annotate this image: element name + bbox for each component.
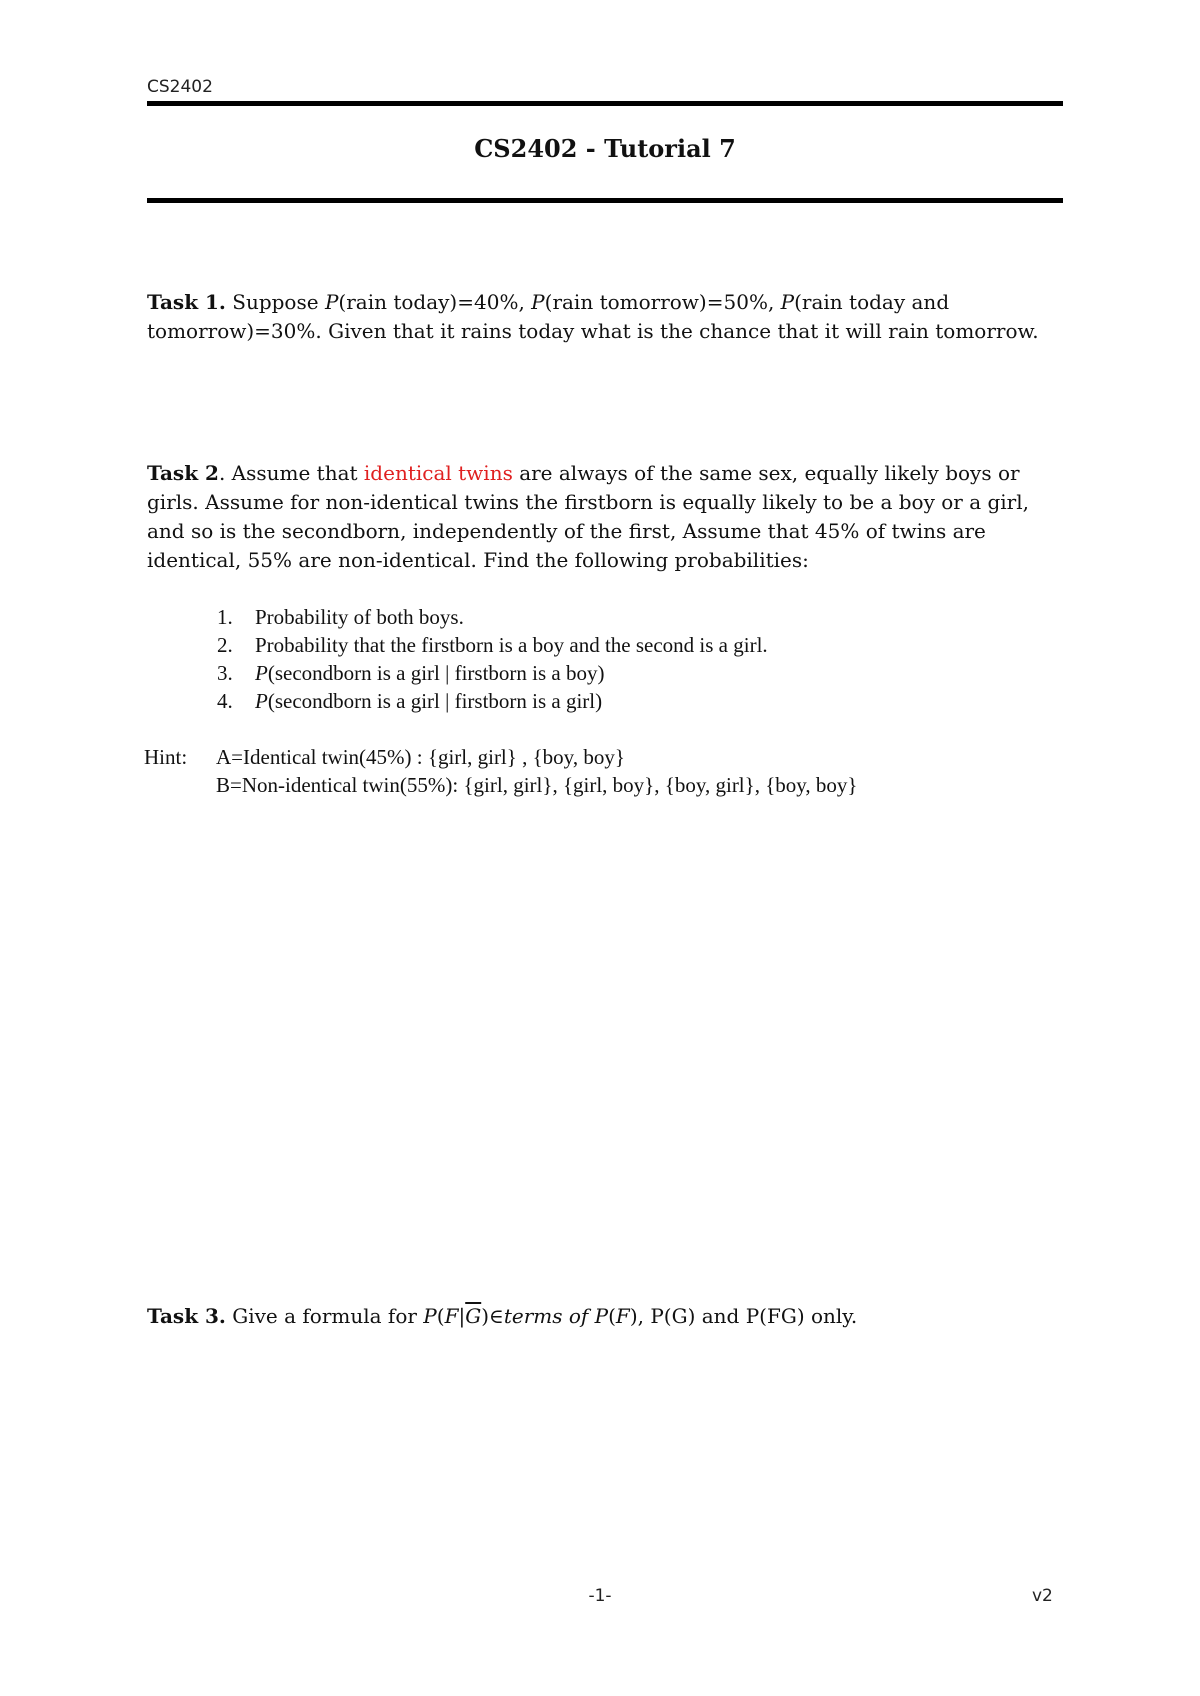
formula-bar: | [458, 1304, 466, 1328]
list-item-text: Probability that the firstborn is a boy and the second is a girl. [255, 633, 768, 657]
task-1-text-2: (rain tomorrow)=50%, [544, 290, 781, 314]
list-item-text: (secondborn is a girl | firstborn is a girl) [267, 689, 603, 713]
task-2-paragraph [147, 459, 1067, 575]
list-item-number: 2. [217, 633, 233, 657]
formula-mid-text: ∈terms of [489, 1304, 595, 1328]
formula-p: P [423, 1304, 437, 1328]
task-2-text-pre: . Assume that [218, 461, 364, 485]
task-3-formula [423, 1304, 637, 1328]
hint-label: Hint: [144, 745, 188, 769]
task-1-p-symbol-3: P [780, 290, 795, 314]
task-1-text-1: (rain today)=40%, [338, 290, 532, 314]
formula-f-2: F [615, 1304, 630, 1328]
list-item-number: 4. [217, 689, 233, 713]
list-item [217, 659, 1067, 687]
list-item-p-symbol: P [255, 661, 268, 685]
list-item [217, 687, 1067, 715]
formula-p-2: P [594, 1304, 609, 1328]
task-1-p-symbol-1: P [324, 290, 339, 314]
task-2-text-post: are always of the same sex, equally likely boys or girls. Assume for non-identical twins the firstborn is equally likely to be a boy or a girl, and so is the secondborn, independently of the first, Assume that 45% of twins are identical, 55% are non-identical. Find the following probabilities: [147, 461, 1029, 572]
list-item-text: Probability of both boys. [255, 605, 464, 629]
task-1-label: Task 1. [147, 290, 226, 314]
hint-line-a: A=Identical twin(45%) : {girl, girl} , {boy, boy} [216, 745, 625, 769]
list-item [217, 603, 1067, 631]
list-item-number: 3. [217, 661, 233, 685]
formula-open-paren: ( [436, 1304, 445, 1328]
footer-version: v2 [1032, 1586, 1053, 1606]
task-1-intro: Suppose [225, 290, 325, 314]
header-rule-top [147, 101, 1063, 106]
formula-open-paren-2: ( [608, 1304, 616, 1328]
list-item-number: 1. [217, 605, 233, 629]
task-2-highlight: identical twins [363, 461, 513, 485]
task-3-paragraph [147, 1302, 1067, 1331]
task-3-text-post: , P(G) and P(FG) only. [637, 1304, 858, 1328]
list-item-p-symbol: P [255, 689, 268, 713]
task-2-question-list [217, 603, 1067, 715]
task-2-hint [144, 743, 1044, 799]
task-2-label: Task 2 [147, 461, 219, 485]
formula-close-paren-2: ) [629, 1304, 638, 1328]
footer-page-number: -1- [588, 1586, 612, 1606]
task-1-p-symbol-2: P [531, 290, 545, 314]
task-3-label: Task 3. [147, 1304, 226, 1328]
running-head: CS2402 [147, 77, 213, 97]
hint-row-b [144, 771, 1044, 799]
formula-g-complement: $\overline{G}$ [465, 1304, 482, 1328]
formula-close-paren: ) [481, 1304, 490, 1328]
list-item [217, 631, 1067, 659]
formula-f: F [444, 1304, 459, 1328]
list-item-text: (secondborn is a girl | firstborn is a boy) [267, 661, 605, 685]
task-1-text-3: (rain today and tomorrow)=30%. Given that it rains today what is the chance that it will rain tomorrow. [147, 290, 1039, 343]
task-3-text-pre: Give a formula for [225, 1304, 424, 1328]
page-title: CS2402 - Tutorial 7 [474, 134, 736, 163]
task-1-paragraph [147, 288, 1067, 346]
hint-line-b: B=Non-identical twin(55%): {girl, girl}, {girl, boy}, {boy, girl}, {boy, boy} [216, 773, 858, 797]
header-rule-bottom [147, 198, 1063, 203]
hint-row-a [144, 743, 1044, 771]
